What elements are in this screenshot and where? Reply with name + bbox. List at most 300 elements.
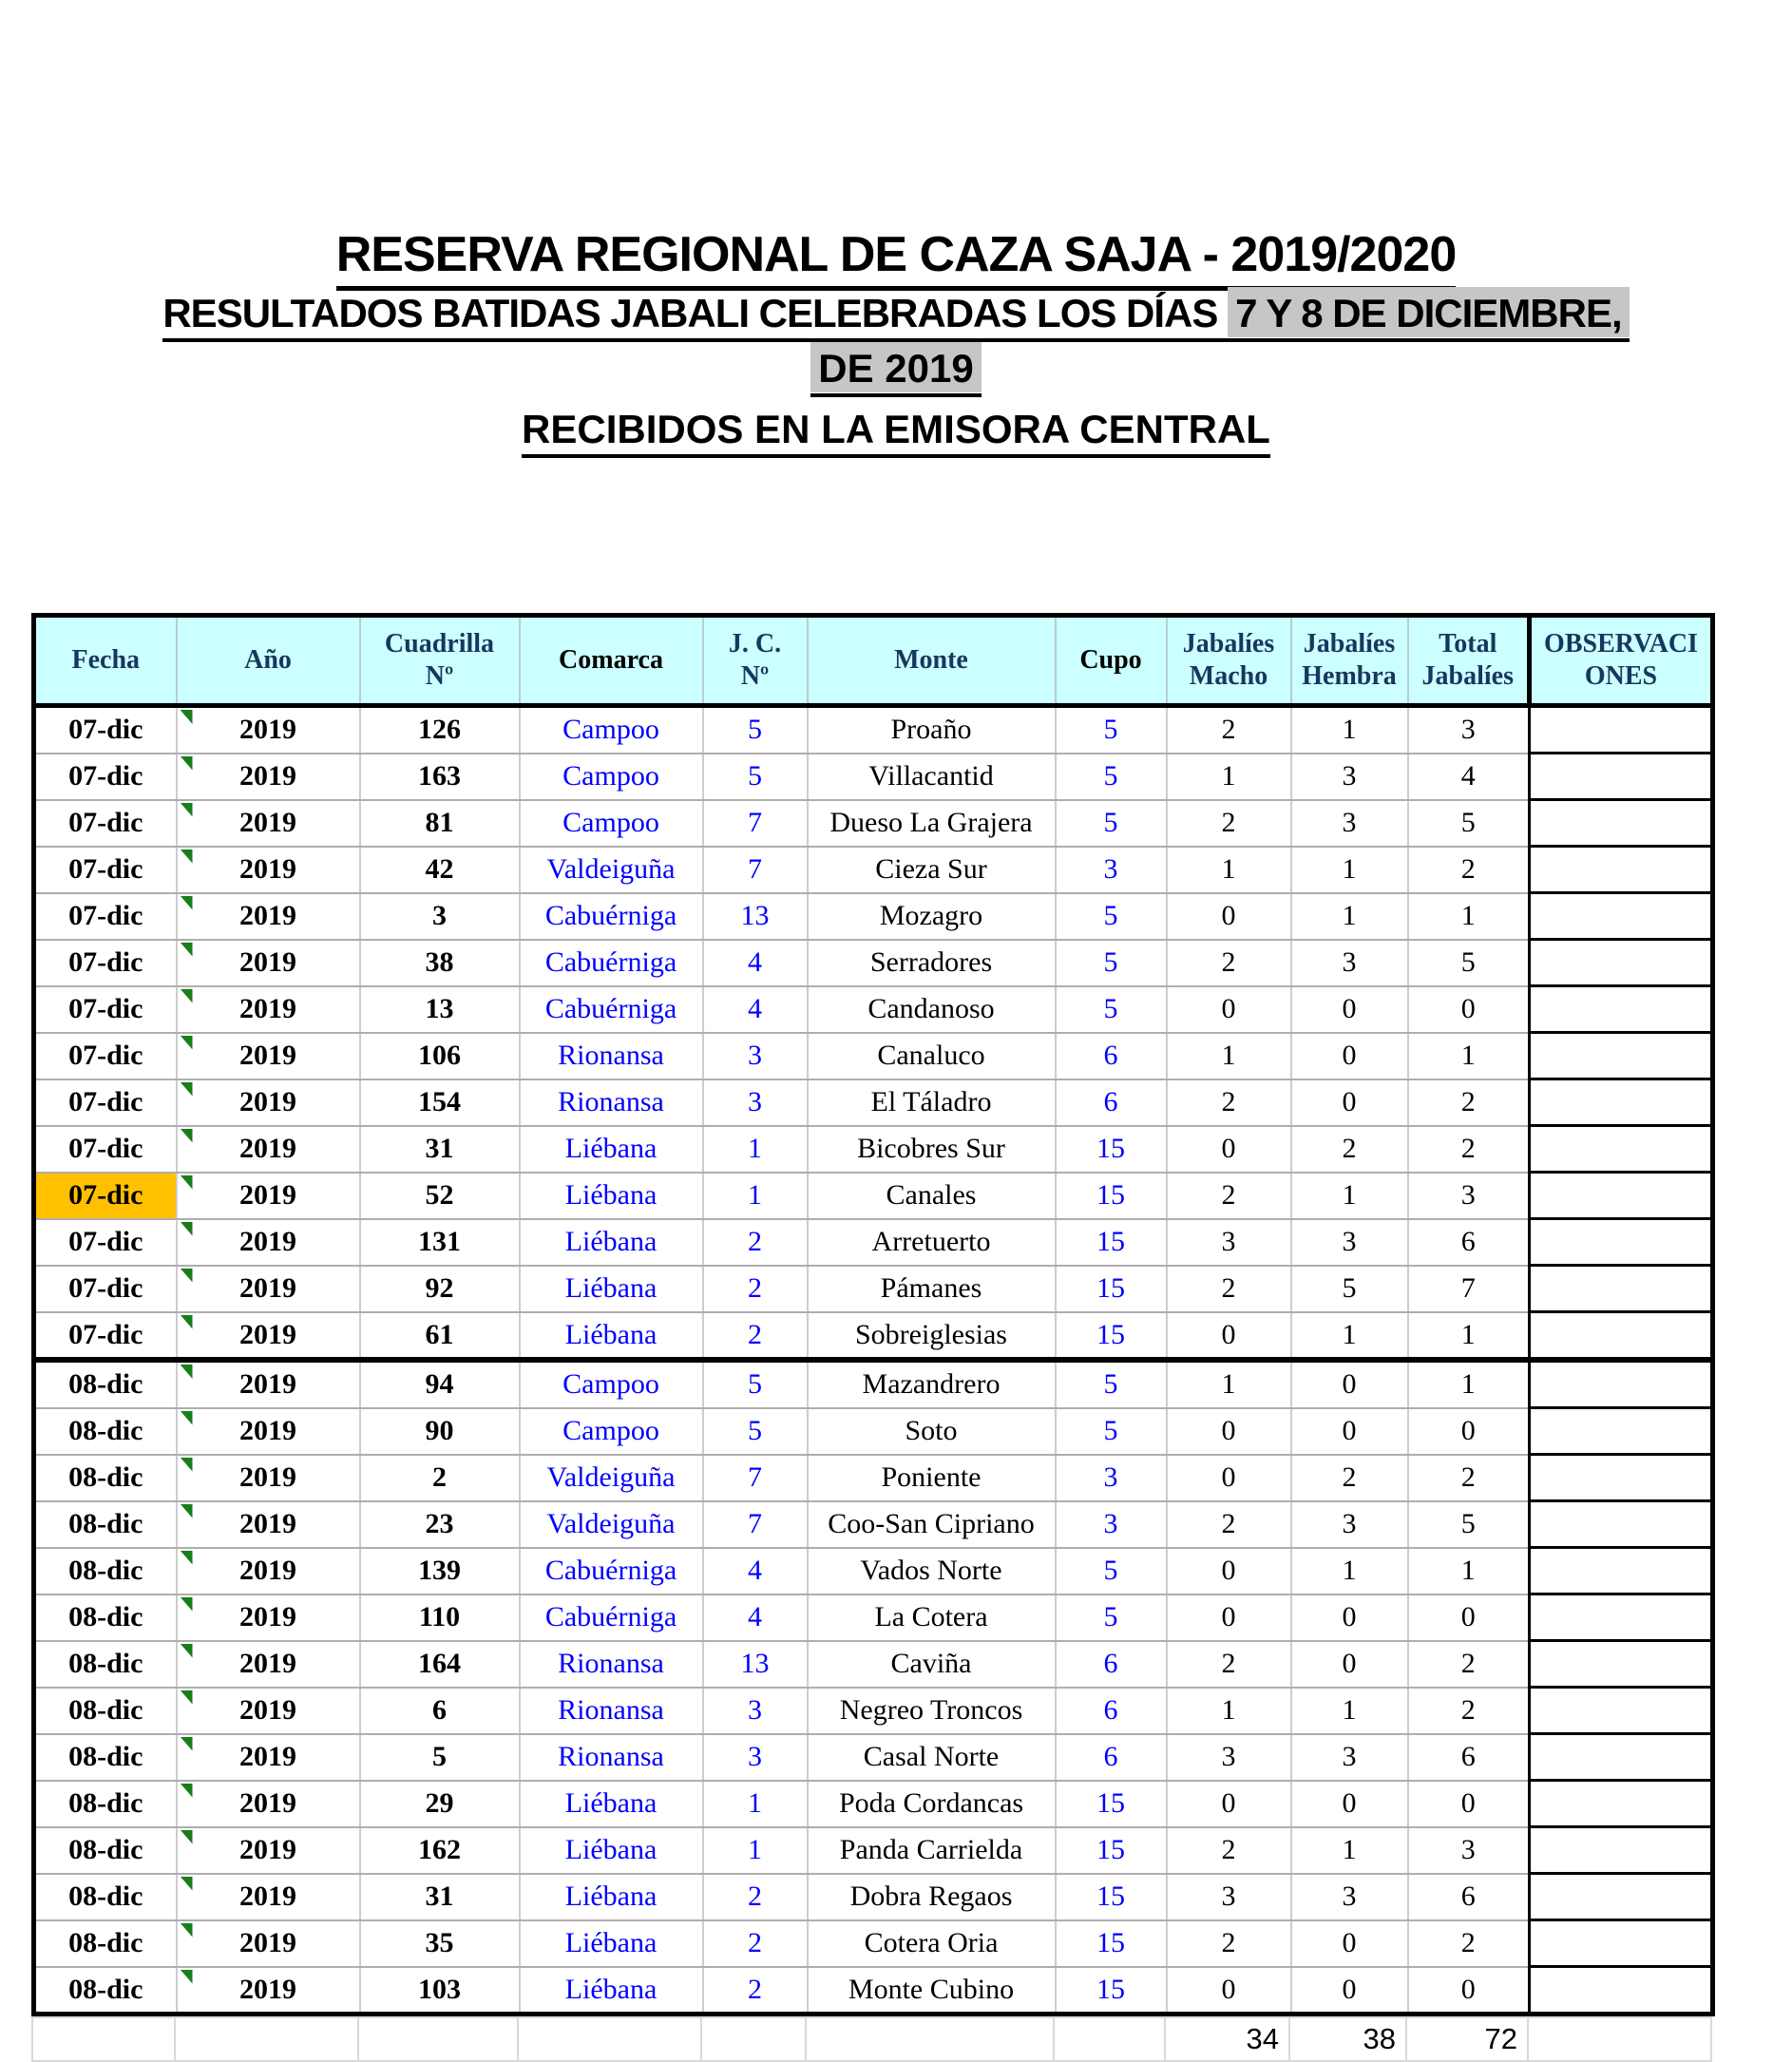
cell-fecha[interactable]: 07-dic xyxy=(34,940,177,986)
cell-ano[interactable] xyxy=(177,940,360,986)
cell-comarca[interactable]: Liébana xyxy=(520,1967,703,2014)
cell-fecha[interactable]: 08-dic xyxy=(34,1408,177,1455)
cell-macho[interactable]: 2 xyxy=(1167,940,1291,986)
cell-jc[interactable]: 7 xyxy=(703,847,808,893)
cell-total[interactable]: 0 xyxy=(1408,1781,1530,1827)
cell-total[interactable]: 2 xyxy=(1408,1641,1530,1688)
cell-obs[interactable] xyxy=(1530,940,1713,986)
cell-hembra[interactable]: 3 xyxy=(1291,754,1408,800)
cell-jc[interactable]: 1 xyxy=(703,1827,808,1874)
cell-comarca[interactable]: Campoo xyxy=(520,800,703,847)
cell-hembra[interactable]: 0 xyxy=(1291,1408,1408,1455)
cell-jc[interactable]: 7 xyxy=(703,1455,808,1501)
cell-obs[interactable] xyxy=(1530,1219,1713,1266)
cell-fecha[interactable]: 08-dic xyxy=(34,1781,177,1827)
cell-fecha[interactable]: 08-dic xyxy=(34,1641,177,1688)
cell-monte[interactable]: Monte Cubino xyxy=(808,1967,1056,2014)
cell-ano[interactable] xyxy=(177,1266,360,1312)
col-header-total-jabalies[interactable] xyxy=(1408,616,1530,706)
cell-macho[interactable]: 0 xyxy=(1167,1967,1291,2014)
cell-macho[interactable]: 1 xyxy=(1167,1688,1291,1734)
cell-cupo[interactable]: 15 xyxy=(1056,1967,1167,2014)
cell-fecha[interactable]: 08-dic xyxy=(34,1920,177,1967)
cell-macho[interactable]: 3 xyxy=(1167,1219,1291,1266)
cell-jc[interactable]: 3 xyxy=(703,1033,808,1079)
cell-cuadrilla[interactable]: 126 xyxy=(360,706,520,754)
cell-total[interactable]: 2 xyxy=(1408,847,1530,893)
cell-cupo[interactable]: 15 xyxy=(1056,1126,1167,1173)
cell-cuadrilla[interactable]: 131 xyxy=(360,1219,520,1266)
cell-obs[interactable] xyxy=(1530,1079,1713,1126)
cell-comarca[interactable]: Campoo xyxy=(520,1408,703,1455)
cell-jc[interactable]: 2 xyxy=(703,1874,808,1920)
cell-obs[interactable] xyxy=(1530,1173,1713,1219)
cell-total[interactable]: 3 xyxy=(1408,1173,1530,1219)
cell-fecha[interactable]: 08-dic xyxy=(34,1827,177,1874)
totals-empty-cell[interactable] xyxy=(701,2017,806,2061)
cell-obs[interactable] xyxy=(1530,1360,1713,1408)
cell-jc[interactable]: 1 xyxy=(703,1781,808,1827)
cell-cupo[interactable]: 15 xyxy=(1056,1781,1167,1827)
cell-cupo[interactable]: 15 xyxy=(1056,1266,1167,1312)
cell-fecha[interactable]: 08-dic xyxy=(34,1688,177,1734)
cell-hembra[interactable]: 2 xyxy=(1291,1455,1408,1501)
cell-cuadrilla[interactable]: 23 xyxy=(360,1501,520,1548)
cell-cuadrilla[interactable]: 81 xyxy=(360,800,520,847)
cell-obs[interactable] xyxy=(1530,1501,1713,1548)
cell-cupo[interactable]: 6 xyxy=(1056,1033,1167,1079)
cell-fecha[interactable]: 08-dic xyxy=(34,1734,177,1781)
cell-cupo[interactable]: 3 xyxy=(1056,1455,1167,1501)
cell-comarca[interactable]: Valdeiguña xyxy=(520,1455,703,1501)
cell-hembra[interactable]: 1 xyxy=(1291,1827,1408,1874)
cell-fecha[interactable]: 07-dic xyxy=(34,986,177,1033)
cell-macho[interactable]: 2 xyxy=(1167,1079,1291,1126)
cell-monte[interactable]: Pámanes xyxy=(808,1266,1056,1312)
cell-jc[interactable]: 13 xyxy=(703,893,808,940)
cell-cuadrilla[interactable]: 103 xyxy=(360,1967,520,2014)
cell-total[interactable]: 5 xyxy=(1408,940,1530,986)
cell-monte[interactable]: Proaño xyxy=(808,706,1056,754)
cell-macho[interactable]: 0 xyxy=(1167,1781,1291,1827)
cell-obs[interactable] xyxy=(1530,1920,1713,1967)
cell-obs[interactable] xyxy=(1530,706,1713,754)
cell-jc[interactable]: 5 xyxy=(703,1360,808,1408)
cell-ano[interactable] xyxy=(177,1455,360,1501)
cell-ano[interactable] xyxy=(177,1967,360,2014)
cell-cupo[interactable]: 6 xyxy=(1056,1688,1167,1734)
cell-macho[interactable]: 2 xyxy=(1167,1501,1291,1548)
cell-hembra[interactable]: 3 xyxy=(1291,800,1408,847)
cell-comarca[interactable]: Rionansa xyxy=(520,1688,703,1734)
cell-monte[interactable]: Cotera Oria xyxy=(808,1920,1056,1967)
cell-ano[interactable] xyxy=(177,893,360,940)
cell-monte[interactable]: Negreo Troncos xyxy=(808,1688,1056,1734)
cell-total[interactable]: 2 xyxy=(1408,1455,1530,1501)
cell-cuadrilla[interactable]: 154 xyxy=(360,1079,520,1126)
cell-fecha[interactable]: 07-dic xyxy=(34,706,177,754)
cell-jc[interactable]: 3 xyxy=(703,1079,808,1126)
cell-macho[interactable]: 0 xyxy=(1167,986,1291,1033)
cell-obs[interactable] xyxy=(1530,1548,1713,1594)
cell-comarca[interactable]: Liébana xyxy=(520,1312,703,1361)
cell-cuadrilla[interactable]: 29 xyxy=(360,1781,520,1827)
cell-total[interactable]: 7 xyxy=(1408,1266,1530,1312)
cell-monte[interactable]: Caviña xyxy=(808,1641,1056,1688)
cell-cuadrilla[interactable]: 94 xyxy=(360,1360,520,1408)
cell-obs[interactable] xyxy=(1530,1827,1713,1874)
cell-cupo[interactable]: 5 xyxy=(1056,1408,1167,1455)
cell-fecha[interactable]: 07-dic xyxy=(34,847,177,893)
cell-hembra[interactable]: 0 xyxy=(1291,1920,1408,1967)
cell-monte[interactable]: Coo-San Cipriano xyxy=(808,1501,1056,1548)
cell-comarca[interactable]: Liébana xyxy=(520,1781,703,1827)
cell-macho[interactable]: 2 xyxy=(1167,706,1291,754)
cell-comarca[interactable]: Valdeiguña xyxy=(520,847,703,893)
cell-comarca[interactable]: Cabuérniga xyxy=(520,1548,703,1594)
cell-jc[interactable]: 7 xyxy=(703,800,808,847)
cell-monte[interactable]: Panda Carrielda xyxy=(808,1827,1056,1874)
cell-cuadrilla[interactable]: 35 xyxy=(360,1920,520,1967)
cell-jc[interactable]: 2 xyxy=(703,1312,808,1361)
cell-monte[interactable]: Serradores xyxy=(808,940,1056,986)
cell-comarca[interactable]: Cabuérniga xyxy=(520,986,703,1033)
cell-hembra[interactable]: 3 xyxy=(1291,1501,1408,1548)
cell-comarca[interactable]: Liébana xyxy=(520,1219,703,1266)
cell-cuadrilla[interactable]: 92 xyxy=(360,1266,520,1312)
cell-cuadrilla[interactable]: 106 xyxy=(360,1033,520,1079)
total-hembra-sum[interactable]: 38 xyxy=(1289,2017,1406,2061)
cell-macho[interactable]: 3 xyxy=(1167,1874,1291,1920)
totals-empty-cell[interactable] xyxy=(806,2017,1054,2061)
cell-obs[interactable] xyxy=(1530,1312,1713,1361)
cell-fecha[interactable]: 07-dic xyxy=(34,1312,177,1361)
cell-fecha[interactable]: 08-dic xyxy=(34,1967,177,2014)
cell-obs[interactable] xyxy=(1530,1641,1713,1688)
cell-cupo[interactable]: 3 xyxy=(1056,847,1167,893)
cell-macho[interactable]: 0 xyxy=(1167,1455,1291,1501)
cell-cuadrilla[interactable]: 90 xyxy=(360,1408,520,1455)
cell-cupo[interactable]: 5 xyxy=(1056,986,1167,1033)
cell-hembra[interactable]: 3 xyxy=(1291,940,1408,986)
cell-comarca[interactable]: Rionansa xyxy=(520,1033,703,1079)
cell-hembra[interactable]: 1 xyxy=(1291,893,1408,940)
cell-macho[interactable]: 0 xyxy=(1167,1126,1291,1173)
cell-jc[interactable]: 1 xyxy=(703,1126,808,1173)
cell-monte[interactable]: Soto xyxy=(808,1408,1056,1455)
cell-cuadrilla[interactable]: 162 xyxy=(360,1827,520,1874)
cell-obs[interactable] xyxy=(1530,986,1713,1033)
cell-cupo[interactable]: 15 xyxy=(1056,1874,1167,1920)
cell-monte[interactable]: Dueso La Grajera xyxy=(808,800,1056,847)
cell-hembra[interactable]: 3 xyxy=(1291,1734,1408,1781)
cell-ano[interactable] xyxy=(177,1360,360,1408)
cell-hembra[interactable]: 0 xyxy=(1291,1033,1408,1079)
cell-fecha[interactable]: 08-dic xyxy=(34,1594,177,1641)
cell-macho[interactable]: 0 xyxy=(1167,1408,1291,1455)
cell-monte[interactable]: Casal Norte xyxy=(808,1734,1056,1781)
cell-ano[interactable] xyxy=(177,1781,360,1827)
cell-total[interactable]: 1 xyxy=(1408,1312,1530,1361)
cell-cuadrilla[interactable]: 164 xyxy=(360,1641,520,1688)
cell-jc[interactable]: 13 xyxy=(703,1641,808,1688)
cell-monte[interactable]: Bicobres Sur xyxy=(808,1126,1056,1173)
cell-comarca[interactable]: Campoo xyxy=(520,706,703,754)
cell-cuadrilla[interactable]: 42 xyxy=(360,847,520,893)
cell-macho[interactable]: 0 xyxy=(1167,893,1291,940)
cell-jc[interactable]: 2 xyxy=(703,1920,808,1967)
cell-macho[interactable]: 2 xyxy=(1167,1641,1291,1688)
cell-fecha[interactable]: 07-dic xyxy=(34,1079,177,1126)
cell-hembra[interactable]: 5 xyxy=(1291,1266,1408,1312)
cell-monte[interactable]: Cieza Sur xyxy=(808,847,1056,893)
cell-cupo[interactable]: 5 xyxy=(1056,800,1167,847)
cell-hembra[interactable]: 3 xyxy=(1291,1219,1408,1266)
totals-empty-cell[interactable] xyxy=(175,2017,358,2061)
cell-total[interactable]: 1 xyxy=(1408,893,1530,940)
cell-ano[interactable] xyxy=(177,1126,360,1173)
cell-monte[interactable]: Poniente xyxy=(808,1455,1056,1501)
cell-cupo[interactable]: 3 xyxy=(1056,1501,1167,1548)
cell-comarca[interactable]: Liébana xyxy=(520,1874,703,1920)
cell-comarca[interactable]: Cabuérniga xyxy=(520,1594,703,1641)
cell-ano[interactable] xyxy=(177,1079,360,1126)
cell-cuadrilla[interactable]: 110 xyxy=(360,1594,520,1641)
cell-jc[interactable]: 2 xyxy=(703,1967,808,2014)
cell-obs[interactable] xyxy=(1530,1734,1713,1781)
col-header-jc[interactable] xyxy=(703,616,808,706)
cell-ano[interactable] xyxy=(177,1173,360,1219)
cell-fecha[interactable]: 08-dic xyxy=(34,1874,177,1920)
cell-hembra[interactable]: 3 xyxy=(1291,1874,1408,1920)
col-header-fecha[interactable] xyxy=(34,616,177,706)
cell-jc[interactable]: 1 xyxy=(703,1173,808,1219)
cell-macho[interactable]: 2 xyxy=(1167,1173,1291,1219)
cell-ano[interactable] xyxy=(177,706,360,754)
cell-total[interactable]: 3 xyxy=(1408,706,1530,754)
cell-total[interactable]: 2 xyxy=(1408,1920,1530,1967)
cell-obs[interactable] xyxy=(1530,1594,1713,1641)
cell-monte[interactable]: Arretuerto xyxy=(808,1219,1056,1266)
cell-jc[interactable]: 4 xyxy=(703,940,808,986)
col-header-observaciones[interactable] xyxy=(1530,616,1713,706)
cell-cupo[interactable]: 5 xyxy=(1056,1594,1167,1641)
cell-fecha[interactable]: 07-dic xyxy=(34,800,177,847)
cell-fecha[interactable]: 07-dic xyxy=(34,1126,177,1173)
cell-fecha[interactable]: 07-dic xyxy=(34,1219,177,1266)
cell-jc[interactable]: 2 xyxy=(703,1219,808,1266)
cell-obs[interactable] xyxy=(1530,893,1713,940)
cell-total[interactable]: 1 xyxy=(1408,1033,1530,1079)
cell-hembra[interactable]: 1 xyxy=(1291,1548,1408,1594)
cell-total[interactable]: 5 xyxy=(1408,800,1530,847)
cell-ano[interactable] xyxy=(177,1312,360,1361)
cell-macho[interactable]: 0 xyxy=(1167,1548,1291,1594)
cell-obs[interactable] xyxy=(1530,754,1713,800)
cell-ano[interactable] xyxy=(177,1548,360,1594)
cell-comarca[interactable]: Rionansa xyxy=(520,1734,703,1781)
cell-cupo[interactable]: 6 xyxy=(1056,1641,1167,1688)
cell-obs[interactable] xyxy=(1530,1688,1713,1734)
cell-total[interactable]: 1 xyxy=(1408,1360,1530,1408)
cell-cupo[interactable]: 5 xyxy=(1056,1360,1167,1408)
cell-comarca[interactable]: Liébana xyxy=(520,1173,703,1219)
cell-obs[interactable] xyxy=(1530,800,1713,847)
cell-comarca[interactable]: Campoo xyxy=(520,754,703,800)
cell-fecha[interactable]: 08-dic xyxy=(34,1548,177,1594)
cell-cuadrilla[interactable]: 31 xyxy=(360,1874,520,1920)
cell-monte[interactable]: Villacantid xyxy=(808,754,1056,800)
cell-macho[interactable]: 1 xyxy=(1167,847,1291,893)
cell-monte[interactable]: Canales xyxy=(808,1173,1056,1219)
cell-hembra[interactable]: 2 xyxy=(1291,1126,1408,1173)
cell-fecha[interactable]: 07-dic xyxy=(34,1266,177,1312)
cell-total[interactable]: 6 xyxy=(1408,1874,1530,1920)
cell-total[interactable]: 0 xyxy=(1408,1408,1530,1455)
cell-hembra[interactable]: 0 xyxy=(1291,1360,1408,1408)
col-header-comarca[interactable] xyxy=(520,616,703,706)
cell-macho[interactable]: 2 xyxy=(1167,1266,1291,1312)
cell-ano[interactable] xyxy=(177,1734,360,1781)
cell-cuadrilla[interactable]: 5 xyxy=(360,1734,520,1781)
cell-ano[interactable] xyxy=(177,1874,360,1920)
totals-empty-cell[interactable] xyxy=(518,2017,701,2061)
cell-hembra[interactable]: 1 xyxy=(1291,847,1408,893)
cell-total[interactable]: 2 xyxy=(1408,1079,1530,1126)
cell-ano[interactable] xyxy=(177,1920,360,1967)
cell-monte[interactable]: Candanoso xyxy=(808,986,1056,1033)
cell-cuadrilla[interactable]: 163 xyxy=(360,754,520,800)
cell-hembra[interactable]: 0 xyxy=(1291,1594,1408,1641)
cell-cuadrilla[interactable]: 139 xyxy=(360,1548,520,1594)
cell-total[interactable]: 2 xyxy=(1408,1688,1530,1734)
cell-jc[interactable]: 4 xyxy=(703,986,808,1033)
total-macho-sum[interactable]: 34 xyxy=(1165,2017,1289,2061)
cell-fecha[interactable]: 08-dic xyxy=(34,1455,177,1501)
cell-cuadrilla[interactable]: 38 xyxy=(360,940,520,986)
cell-jc[interactable]: 7 xyxy=(703,1501,808,1548)
cell-monte[interactable]: Canaluco xyxy=(808,1033,1056,1079)
cell-hembra[interactable]: 0 xyxy=(1291,1641,1408,1688)
col-header-cupo[interactable] xyxy=(1056,616,1167,706)
cell-hembra[interactable]: 0 xyxy=(1291,1781,1408,1827)
cell-cupo[interactable]: 6 xyxy=(1056,1079,1167,1126)
col-header-jabalies-macho[interactable] xyxy=(1167,616,1291,706)
cell-ano[interactable] xyxy=(177,1594,360,1641)
cell-jc[interactable]: 3 xyxy=(703,1734,808,1781)
cell-cupo[interactable]: 15 xyxy=(1056,1312,1167,1361)
cell-hembra[interactable]: 1 xyxy=(1291,706,1408,754)
cell-cupo[interactable]: 5 xyxy=(1056,893,1167,940)
cell-obs[interactable] xyxy=(1530,1874,1713,1920)
cell-fecha[interactable]: 08-dic xyxy=(34,1360,177,1408)
cell-jc[interactable]: 5 xyxy=(703,1408,808,1455)
cell-jc[interactable]: 3 xyxy=(703,1688,808,1734)
cell-monte[interactable]: La Cotera xyxy=(808,1594,1056,1641)
cell-total[interactable]: 0 xyxy=(1408,986,1530,1033)
cell-obs[interactable] xyxy=(1530,1408,1713,1455)
cell-total[interactable]: 6 xyxy=(1408,1219,1530,1266)
cell-fecha[interactable]: 07-dic xyxy=(34,1173,177,1219)
cell-obs[interactable] xyxy=(1530,1967,1713,2014)
cell-hembra[interactable]: 0 xyxy=(1291,986,1408,1033)
cell-total[interactable]: 6 xyxy=(1408,1734,1530,1781)
cell-obs[interactable] xyxy=(1530,1455,1713,1501)
cell-comarca[interactable]: Liébana xyxy=(520,1266,703,1312)
cell-comarca[interactable]: Cabuérniga xyxy=(520,940,703,986)
cell-total[interactable]: 0 xyxy=(1408,1967,1530,2014)
totals-empty-cell[interactable] xyxy=(358,2017,518,2061)
totals-empty-cell[interactable] xyxy=(1528,2017,1711,2061)
cell-cupo[interactable]: 15 xyxy=(1056,1173,1167,1219)
cell-cuadrilla[interactable]: 52 xyxy=(360,1173,520,1219)
cell-macho[interactable]: 2 xyxy=(1167,1827,1291,1874)
cell-cuadrilla[interactable]: 61 xyxy=(360,1312,520,1361)
cell-total[interactable]: 4 xyxy=(1408,754,1530,800)
cell-cuadrilla[interactable]: 31 xyxy=(360,1126,520,1173)
cell-ano[interactable] xyxy=(177,1688,360,1734)
cell-comarca[interactable]: Liébana xyxy=(520,1920,703,1967)
cell-ano[interactable] xyxy=(177,754,360,800)
cell-macho[interactable]: 0 xyxy=(1167,1594,1291,1641)
cell-obs[interactable] xyxy=(1530,1266,1713,1312)
cell-comarca[interactable]: Cabuérniga xyxy=(520,893,703,940)
cell-total[interactable]: 2 xyxy=(1408,1126,1530,1173)
cell-total[interactable]: 5 xyxy=(1408,1501,1530,1548)
cell-cupo[interactable]: 5 xyxy=(1056,754,1167,800)
cell-comarca[interactable]: Liébana xyxy=(520,1126,703,1173)
cell-ano[interactable] xyxy=(177,986,360,1033)
cell-hembra[interactable]: 0 xyxy=(1291,1967,1408,2014)
totals-empty-cell[interactable] xyxy=(32,2017,175,2061)
cell-macho[interactable]: 1 xyxy=(1167,754,1291,800)
cell-cuadrilla[interactable]: 3 xyxy=(360,893,520,940)
col-header-jabalies-hembra[interactable] xyxy=(1291,616,1408,706)
cell-cuadrilla[interactable]: 2 xyxy=(360,1455,520,1501)
cell-obs[interactable] xyxy=(1530,1126,1713,1173)
cell-hembra[interactable]: 1 xyxy=(1291,1312,1408,1361)
cell-monte[interactable]: Mozagro xyxy=(808,893,1056,940)
cell-obs[interactable] xyxy=(1530,1781,1713,1827)
cell-comarca[interactable]: Valdeiguña xyxy=(520,1501,703,1548)
cell-macho[interactable]: 1 xyxy=(1167,1033,1291,1079)
cell-cuadrilla[interactable]: 13 xyxy=(360,986,520,1033)
cell-monte[interactable]: El Táladro xyxy=(808,1079,1056,1126)
cell-comarca[interactable]: Rionansa xyxy=(520,1079,703,1126)
cell-comarca[interactable]: Campoo xyxy=(520,1360,703,1408)
cell-monte[interactable]: Mazandrero xyxy=(808,1360,1056,1408)
cell-cupo[interactable]: 5 xyxy=(1056,1548,1167,1594)
cell-cupo[interactable]: 5 xyxy=(1056,706,1167,754)
cell-jc[interactable]: 2 xyxy=(703,1266,808,1312)
cell-monte[interactable]: Vados Norte xyxy=(808,1548,1056,1594)
cell-obs[interactable] xyxy=(1530,1033,1713,1079)
cell-cupo[interactable]: 5 xyxy=(1056,940,1167,986)
cell-cupo[interactable]: 15 xyxy=(1056,1219,1167,1266)
cell-hembra[interactable]: 1 xyxy=(1291,1173,1408,1219)
cell-ano[interactable] xyxy=(177,1827,360,1874)
cell-monte[interactable]: Sobreiglesias xyxy=(808,1312,1056,1361)
cell-jc[interactable]: 4 xyxy=(703,1594,808,1641)
cell-fecha[interactable]: 07-dic xyxy=(34,893,177,940)
col-header-ano[interactable] xyxy=(177,616,360,706)
cell-jc[interactable]: 4 xyxy=(703,1548,808,1594)
cell-fecha[interactable]: 07-dic xyxy=(34,754,177,800)
cell-total[interactable]: 0 xyxy=(1408,1594,1530,1641)
total-jabalies-sum[interactable]: 72 xyxy=(1406,2017,1528,2061)
cell-total[interactable]: 3 xyxy=(1408,1827,1530,1874)
cell-monte[interactable]: Dobra Regaos xyxy=(808,1874,1056,1920)
